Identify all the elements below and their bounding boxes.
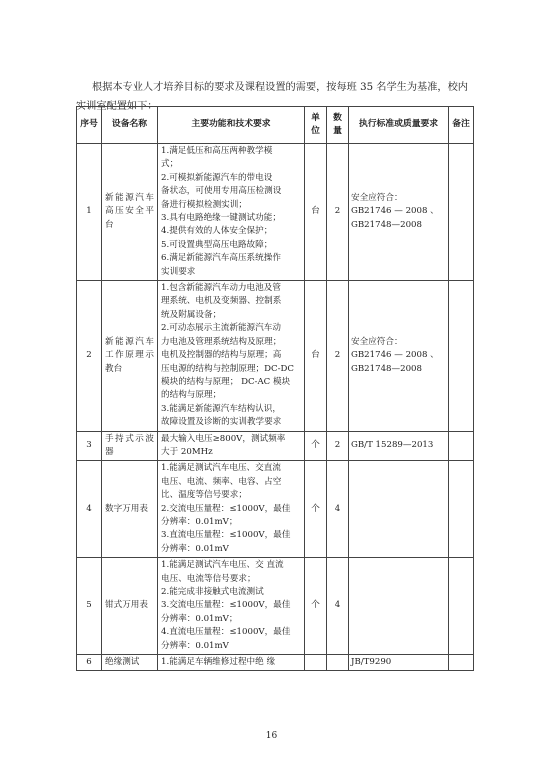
- cell-func-line: 1.能满足车辆维修过程中绝 缘: [161, 657, 276, 668]
- cell-func-line: 4.提供有效的人体安全保护；: [161, 226, 273, 237]
- equipment-table: [76, 106, 474, 671]
- cell-func-line: 电压、电流等信号要求；: [161, 573, 256, 584]
- cell-func-line: 的结构与原理；: [161, 390, 222, 401]
- cell-func-line: 4.直流电压量程：≤1000V，最佳: [161, 627, 291, 638]
- cell-name: 钳式万用表: [102, 558, 158, 655]
- table-row: [77, 144, 474, 281]
- cell-qty: 4: [327, 558, 349, 655]
- cell-func-line: 力电池及管理系统结构及原理；: [161, 336, 282, 347]
- cell-std-line: GB21748—2008: [351, 219, 422, 230]
- cell-qty: 2: [327, 144, 349, 281]
- cell-func-line: 1.能满足测试汽车电压、交直流: [161, 463, 281, 474]
- header-func: 主要功能和技术要求: [158, 107, 305, 144]
- cell-func-line: 2.可动态展示主流新能源汽车动: [161, 323, 281, 334]
- cell-std-line: JB/T9290: [351, 657, 392, 668]
- cell-func-line: 1.能满足测试汽车电压、交 直流: [161, 560, 284, 571]
- cell-unit: 个: [305, 431, 327, 461]
- cell-note: [449, 281, 474, 431]
- table-row: [77, 431, 474, 461]
- cell-note: [449, 431, 474, 461]
- cell-std: [349, 655, 449, 671]
- cell-note: [449, 144, 474, 281]
- cell-unit: 个: [305, 558, 327, 655]
- cell-func-line: 2.能完成非接触式电流测试: [161, 587, 264, 597]
- cell-name: 新能源汽车高压安全平台: [102, 144, 158, 281]
- cell-func-line: 模块的结构与原理； DC-AC 模块: [161, 376, 291, 387]
- header-name: 设备名称: [102, 107, 158, 144]
- table-row: [77, 655, 474, 671]
- cell-unit: 台: [305, 281, 327, 431]
- cell-func-line: 3.能满足新能源汽车结构认识，: [161, 403, 281, 414]
- cell-std-line: GB21746 — 2008 、: [351, 206, 439, 217]
- cell-qty: 2: [327, 431, 349, 461]
- cell-no: 4: [77, 461, 102, 558]
- header-no: 序号: [77, 107, 102, 144]
- cell-std-line: 安全应符合：: [351, 336, 403, 347]
- header-std: 执行标准或质量要求: [349, 107, 449, 144]
- cell-std: [349, 144, 449, 281]
- cell-func-line: 3.交流电压量程：≤1000V，最佳: [161, 600, 291, 611]
- cell-func-line: 比、温度等信号要求；: [161, 490, 247, 501]
- cell-name: 新能源汽车工作原理示教台: [102, 281, 158, 431]
- cell-no: 3: [77, 431, 102, 461]
- cell-func-line: 3.具有电路绝缘一键测试功能；: [161, 213, 281, 224]
- cell-func-line: 理系统、电机及变频器、控制系: [161, 296, 282, 307]
- cell-note: [449, 655, 474, 671]
- cell-no: 5: [77, 558, 102, 655]
- cell-func-line: 1.包含新能源汽车动力电池及管: [161, 283, 281, 294]
- cell-func: [158, 655, 305, 671]
- cell-func-line: 2.交流电压量程：≤1000V，最佳: [161, 503, 291, 514]
- cell-func-line: 备进行模拟检测实训；: [161, 199, 247, 210]
- cell-unit: 台: [305, 144, 327, 281]
- cell-func-line: 电机及控制器的结构与原理；高: [161, 350, 282, 361]
- page-number: 16: [265, 731, 278, 741]
- cell-func: [158, 461, 305, 558]
- cell-note: [449, 461, 474, 558]
- cell-std-line: GB21746 — 2008 、: [351, 350, 439, 361]
- cell-func-line: 故障设置及诊断的实训教学要求: [161, 417, 282, 428]
- cell-unit: 个: [305, 461, 327, 558]
- header-qty: 数量: [327, 107, 349, 144]
- table-row: [77, 558, 474, 655]
- cell-qty: 4: [327, 461, 349, 558]
- cell-no: 2: [77, 281, 102, 431]
- cell-func-line: 分辨率：0.01mV: [161, 543, 229, 554]
- intro-paragraph: 根据本专业人才培养目标的要求及课程设置的需要，按每班 35 名学生为基准，校内实训室配置如下：: [76, 82, 468, 113]
- cell-func-line: 2.可模拟新能源汽车的带电设: [161, 172, 273, 183]
- cell-std: [349, 281, 449, 431]
- cell-func-line: 3.直流电压量程：≤1000V，最佳: [161, 530, 291, 541]
- cell-func-line: 分辨率：0.01mV: [161, 640, 229, 651]
- header-note: 备注: [449, 107, 474, 144]
- cell-std: [349, 431, 449, 461]
- cell-func-line: 备状态，可使用专用高压检测设: [161, 186, 282, 197]
- cell-func: [158, 144, 305, 281]
- cell-func-line: 压电源的结构与控制原理；DC-DC: [161, 363, 294, 374]
- cell-func-line: 分辨率：0.01mV；: [161, 613, 238, 624]
- cell-std: [349, 461, 449, 558]
- cell-func-line: 分辨率：0.01mV；: [161, 516, 238, 527]
- cell-std-line: GB/T 15289—2013: [351, 440, 434, 451]
- cell-func-line: 统及附属设备；: [161, 309, 222, 320]
- cell-no: 1: [77, 144, 102, 281]
- cell-qty: [327, 655, 349, 671]
- cell-name: 绝缘测试: [102, 655, 158, 671]
- cell-func-line: 大于 20MHz: [161, 446, 213, 457]
- header-unit: 单位: [305, 107, 327, 144]
- cell-name: 手持式示波器: [102, 431, 158, 461]
- cell-no: 6: [77, 655, 102, 671]
- cell-qty: 2: [327, 281, 349, 431]
- cell-std: [349, 558, 449, 655]
- cell-func-line: 5.可设置典型高压电路故障；: [161, 239, 273, 250]
- cell-std-line: 安全应符合：: [351, 192, 403, 203]
- cell-func-line: 最大输入电压≥800V，测试频率: [161, 433, 286, 444]
- cell-func-line: 1.满足低压和高压两种教学模: [161, 146, 273, 156]
- cell-func-line: 式；: [161, 159, 179, 170]
- cell-func-line: 电压、电流、频率、电容、占空: [161, 476, 282, 487]
- cell-note: [449, 558, 474, 655]
- cell-func: [158, 558, 305, 655]
- table-header-row: [77, 107, 474, 144]
- table-row: [77, 461, 474, 558]
- cell-name: 数字万用表: [102, 461, 158, 558]
- cell-func: [158, 281, 305, 431]
- table-row: [77, 281, 474, 431]
- cell-unit: [305, 655, 327, 671]
- cell-func-line: 实训要求: [161, 266, 196, 277]
- cell-func-line: 6.满足新能源汽车高压系统操作: [161, 253, 281, 264]
- cell-std-line: GB21748—2008: [351, 363, 422, 374]
- cell-func: [158, 431, 305, 461]
